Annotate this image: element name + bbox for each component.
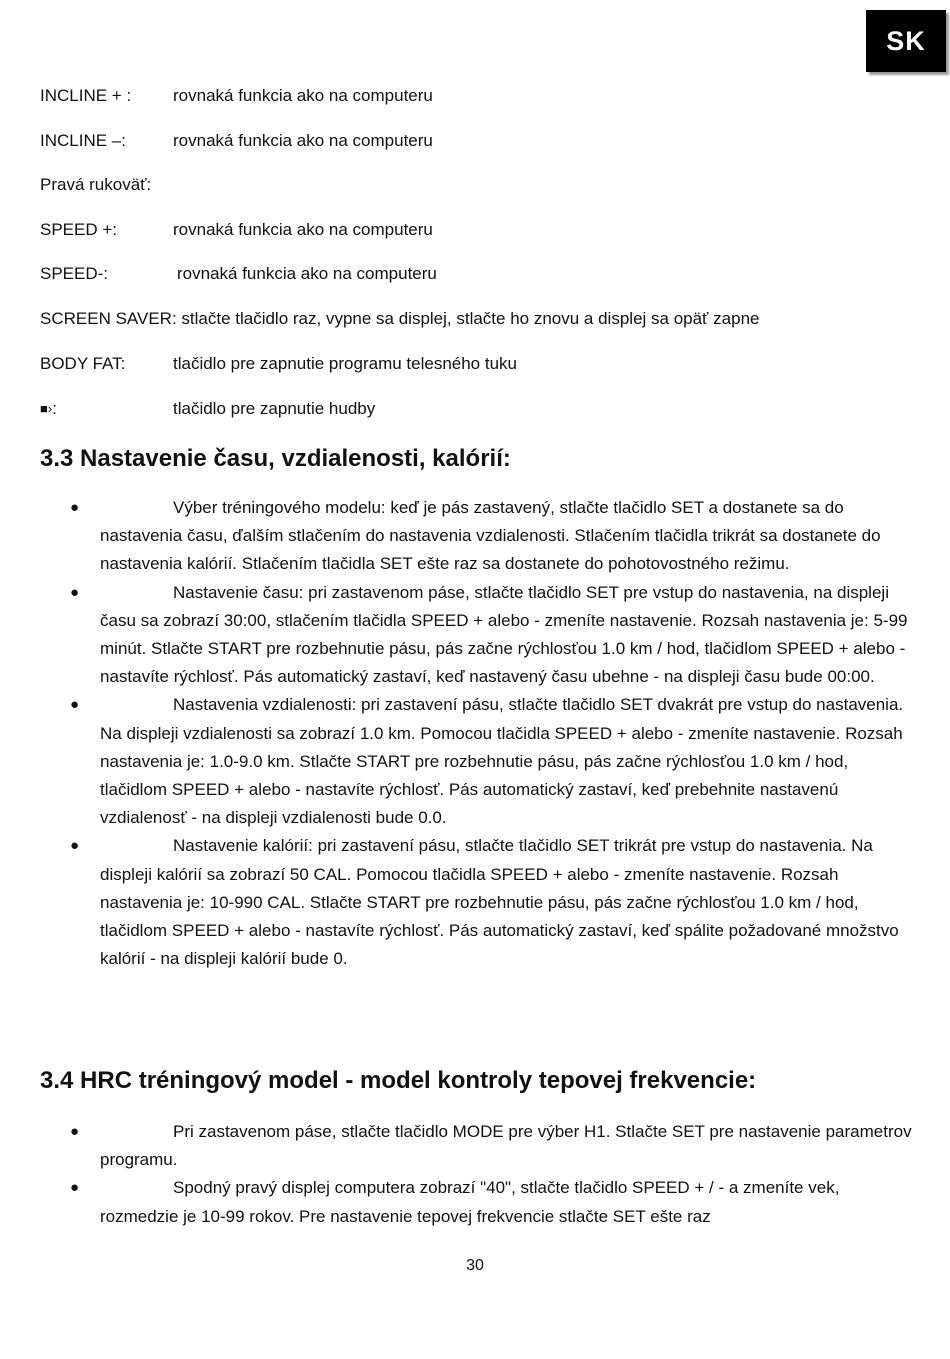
language-badge: SK — [866, 10, 946, 72]
row-value: rovnaká funkcia ako na computeru — [173, 131, 433, 150]
music-icon: ■› — [40, 401, 53, 416]
section-heading-3-3: 3.3 Nastavenie času, vzdialenosti, kalórií: — [40, 445, 511, 472]
row-value: tlačidlo pre zapnutie hudby — [173, 399, 376, 418]
row-key: SCREEN SAVER: stlačte tlačidlo raz, vypne sa displej, stlačte ho znovu a displej sa opäť zapne — [40, 309, 760, 328]
row-key: BODY FAT: — [40, 354, 126, 373]
row-right-handle — [40, 173, 540, 197]
page-number: 30 — [466, 1257, 484, 1274]
list-item — [70, 1118, 915, 1174]
row-key: INCLINE + : — [40, 86, 132, 105]
row-key: INCLINE –: — [40, 131, 126, 150]
row-speed-minus — [40, 262, 540, 286]
list-item-text: Nastavenie času: pri zastavenom páse, stlačte tlačidlo SET pre vstup do nastavenia, na displeji času sa zobrazí 30:00, stlačením tlačidla SPEED + alebo - zmeníte nastavenie. Rozsah nastavenia je: 5-99 minút. Stlačte START pre rozbehnutie pásu, pás začne rýchlosťou 1.0 km / hod, tlačidlom SPEED + alebo - nastavíte rýchlosť. Pás automatický zastaví, keď nastavený času ubehne - na displeji času bude 00:00. — [100, 582, 908, 687]
bullet-icon: ● — [70, 499, 80, 516]
row-key: SPEED-: — [40, 264, 109, 283]
row-incline-plus — [40, 84, 540, 108]
row-value: rovnaká funkcia ako na computeru — [173, 86, 433, 105]
row-value: tlačidlo pre zapnutie programu telesného tuku — [173, 354, 517, 373]
bullet-icon: ● — [70, 1179, 80, 1197]
row-key: Pravá rukoväť: — [40, 175, 152, 194]
row-value: rovnaká funkcia ako na computeru — [177, 264, 437, 283]
list-item — [70, 494, 915, 579]
row-key — [40, 397, 57, 421]
bullet-icon: ● — [70, 837, 80, 855]
section-3-3-list — [70, 494, 915, 973]
row-music — [40, 397, 640, 421]
bullet-icon: ● — [70, 696, 80, 714]
row-body-fat — [40, 352, 640, 376]
row-value: rovnaká funkcia ako na computeru — [173, 220, 433, 239]
list-item — [70, 832, 915, 973]
section-heading-3-4: 3.4 HRC tréningový model - model kontroly tepovej frekvencie: — [40, 1067, 757, 1094]
row-key: SPEED +: — [40, 220, 118, 239]
row-key-colon: : — [52, 399, 57, 418]
list-item — [70, 691, 915, 832]
list-item-text: Spodný pravý displej computera zobrazí "40", stlačte tlačidlo SPEED + / - a zmeníte vek, rozmedzie je 10-99 rokov. Pre nastavenie tepovej frekvencie stlačte SET ešte raz — [100, 1178, 840, 1226]
row-speed-plus — [40, 218, 540, 242]
list-item-text: Nastavenia vzdialenosti: pri zastavení pásu, stlačte tlačidlo SET dvakrát pre vstup do nastavenia. Na displeji vzdialenosti sa zobrazí 1.0 km. Pomocou tlačidla SPEED + alebo - zmeníte nastavenie. Rozsah nastavenia je: 1.0-9.0 km. Stlačte START pre rozbehnutie pásu, pás začne rýchlosťou 1.0 km / hod, tlačidlom SPEED + alebo - nastavíte rýchlosť. Pás automatický zastaví, keď prebehnite nastavenú vzdialenosť - na displeji vzdialenosti bude 0.0. — [100, 695, 904, 828]
row-screen-saver — [40, 307, 900, 331]
row-incline-minus — [40, 129, 540, 153]
list-item — [70, 1174, 915, 1230]
section-3-4-list — [70, 1118, 915, 1231]
list-item-text: Pri zastavenom páse, stlačte tlačidlo MODE pre výber H1. Stlačte SET pre nastavenie parametrov programu. — [100, 1122, 912, 1170]
list-item — [70, 579, 915, 692]
bullet-icon: ● — [70, 583, 80, 601]
list-item-text: Výber tréningového modelu: keď je pás zastavený, stlačte tlačidlo SET a dostanete sa do nastavenia času, ďalším stlačením do nastavenia vzdialenosti. Stlačením tlačidla trikrát sa dostanete do nastavenia kalórií. Stlačením tlačidla SET ešte raz sa dostanete do pohotovostného režimu. — [100, 498, 881, 574]
list-item-text: Nastavenie kalórií: pri zastavení pásu, stlačte tlačidlo SET trikrát pre vstup do nastavenia. Na displeji kalórií sa zobrazí 50 CAL. Pomocou tlačidla SPEED + alebo - zmeníte nastavenie. Rozsah nastavenia je: 10-990 CAL. Stlačte START pre rozbehnutie pásu, pás začne rýchlosťou 1.0 km / hod, tlačidlom SPEED + alebo - nastavíte rýchlosť. Pás automatický zastaví, keď spálite požadované množstvo kalórií - na displeji kalórií bude 0. — [100, 836, 899, 969]
bullet-icon: ● — [70, 1123, 80, 1140]
